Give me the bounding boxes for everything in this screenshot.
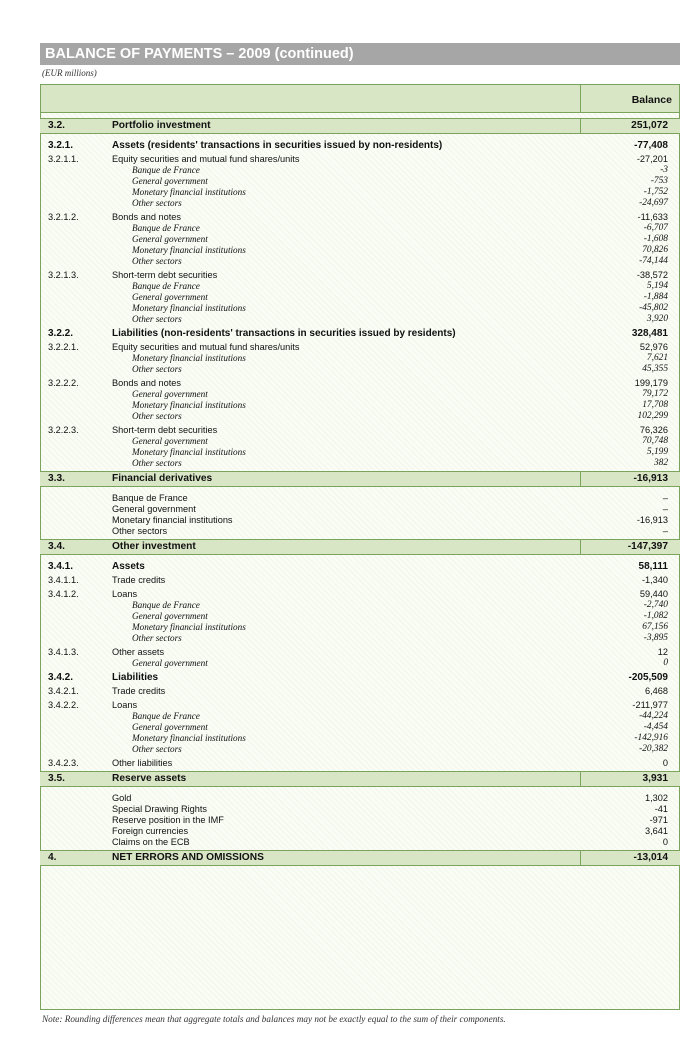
row-value: 251,072 (631, 120, 668, 131)
row-label: Banque de France (132, 600, 200, 610)
table-row (0, 826, 700, 837)
row-value: -147,397 (627, 541, 668, 552)
row-label: Other sectors (132, 411, 182, 421)
row-label: General government (132, 658, 208, 668)
row-value: 7,621 (646, 353, 668, 363)
row-label: Trade credits (112, 686, 166, 696)
row-code: 3.4.1.1. (48, 575, 79, 585)
table-row (0, 400, 700, 411)
row-label: Other sectors (132, 633, 182, 643)
row-value: – (662, 504, 668, 514)
row-label: Bonds and notes (112, 212, 181, 222)
table-row (0, 611, 700, 622)
row-label: Banque de France (112, 493, 188, 503)
row-label: Monetary financial institutions (132, 187, 246, 197)
row-value: -77,408 (634, 140, 668, 151)
row-label: Gold (112, 793, 132, 803)
row-value: -1,752 (643, 187, 668, 197)
row-label: Reserve position in the IMF (112, 815, 224, 825)
row-label: General government (132, 176, 208, 186)
row-label: Short-term debt securities (112, 270, 218, 280)
row-value: -2,740 (643, 600, 668, 610)
row-value: -24,697 (639, 198, 668, 208)
row-code: 3.4.1. (48, 561, 74, 572)
row-label: Other sectors (132, 458, 182, 468)
row-label: General government (132, 389, 208, 399)
row-value: -3,895 (643, 633, 668, 643)
row-label: Other sectors (132, 198, 182, 208)
table-row (0, 256, 700, 267)
row-label: Assets (residents' transactions in securities issued by non-residents) (112, 140, 443, 151)
row-code: 3.4.2.1. (48, 686, 79, 696)
table-row (0, 425, 700, 436)
row-code: 3.2.1.2. (48, 212, 79, 222)
row-label: General government (132, 292, 208, 302)
row-label: Banque de France (132, 711, 200, 721)
row-label: Monetary financial institutions (132, 353, 246, 363)
row-code: 3.2.2. (48, 328, 74, 339)
row-value: 52,976 (639, 342, 668, 352)
row-label: Loans (112, 589, 138, 599)
row-label: Banque de France (132, 281, 200, 291)
row-code: 3.4.1.3. (48, 647, 79, 657)
row-value: – (662, 526, 668, 536)
row-value: -1,608 (643, 234, 668, 244)
row-value: – (662, 493, 668, 503)
row-value: -1,340 (641, 575, 668, 585)
table-row (0, 270, 700, 281)
row-value: -16,913 (636, 515, 668, 525)
row-label: Portfolio investment (112, 120, 211, 131)
row-label: Assets (112, 561, 145, 572)
table-row (0, 378, 700, 389)
row-value: -1,884 (643, 292, 668, 302)
row-code: 3.2.2.2. (48, 378, 79, 388)
table-row (0, 436, 700, 447)
table-row (0, 722, 700, 733)
table-row (0, 504, 700, 515)
row-value: 3,641 (645, 826, 668, 836)
row-value: 199,179 (634, 378, 668, 388)
table-row (0, 589, 700, 600)
table-row (0, 647, 700, 658)
row-label: Special Drawing Rights (112, 804, 207, 814)
row-code: 3.5. (48, 773, 65, 784)
table-row (0, 364, 700, 375)
table-row (0, 837, 700, 848)
row-label: Monetary financial institutions (112, 515, 233, 525)
row-label: Bonds and notes (112, 378, 181, 388)
row-value: -3 (660, 165, 668, 175)
row-label: Claims on the ECB (112, 837, 190, 847)
table-row (0, 561, 700, 572)
row-label: Other sectors (132, 314, 182, 324)
row-label: Banque de France (132, 165, 200, 175)
row-value: 102,299 (637, 411, 668, 421)
table-row (0, 733, 700, 744)
row-code: 3.2.1. (48, 140, 74, 151)
row-label: General government (132, 234, 208, 244)
row-label: NET ERRORS AND OMISSIONS (112, 852, 264, 863)
row-value: 79,172 (642, 389, 668, 399)
table-row (0, 600, 700, 611)
row-value: 0 (663, 658, 668, 668)
row-value: -74,144 (639, 256, 668, 266)
row-label: Other sectors (132, 256, 182, 266)
table-row (0, 672, 700, 683)
row-label: Other sectors (132, 364, 182, 374)
row-value: -4,454 (643, 722, 668, 732)
table-row (0, 223, 700, 234)
row-label: Foreign currencies (112, 826, 189, 836)
row-value: -38,572 (636, 270, 668, 280)
row-value: 76,326 (639, 425, 668, 435)
row-label: Liabilities (non-residents' transactions in securities issued by residents) (112, 328, 456, 339)
table-row (0, 526, 700, 537)
table-row (0, 212, 700, 223)
row-value: -27,201 (636, 154, 668, 164)
row-label: Other assets (112, 647, 165, 657)
row-label: Other sectors (132, 744, 182, 754)
table-row (0, 292, 700, 303)
table-row (0, 515, 700, 526)
row-label: Liabilities (112, 672, 159, 683)
row-value: -20,382 (639, 744, 668, 754)
row-label: General government (132, 722, 208, 732)
row-value: -6,707 (643, 223, 668, 233)
row-code: 3.2.2.1. (48, 342, 79, 352)
table-row (0, 622, 700, 633)
row-label: Short-term debt securities (112, 425, 218, 435)
table-row (0, 187, 700, 198)
row-label: Monetary financial institutions (132, 245, 246, 255)
row-code: 3.2.1.3. (48, 270, 79, 280)
section-row (0, 850, 700, 866)
table-row (0, 328, 700, 339)
row-value: 5,199 (646, 447, 668, 457)
table-row (0, 140, 700, 151)
row-value: -1,082 (643, 611, 668, 621)
table-row (0, 245, 700, 256)
table-row (0, 165, 700, 176)
row-label: Monetary financial institutions (132, 622, 246, 632)
table-row (0, 198, 700, 209)
table-row (0, 154, 700, 165)
row-value: 59,440 (639, 589, 668, 599)
row-value: 58,111 (638, 561, 668, 572)
row-code: 3.2.1.1. (48, 154, 79, 164)
document-title: BALANCE OF PAYMENTS – 2009 (continued) (40, 43, 680, 65)
row-label: Monetary financial institutions (132, 400, 246, 410)
table-row (0, 658, 700, 669)
units-label: (EUR millions) (42, 68, 97, 78)
row-value: -205,509 (628, 672, 668, 683)
section-row (0, 539, 700, 555)
row-value: 12 (657, 647, 668, 657)
table-row (0, 234, 700, 245)
row-label: Reserve assets (112, 773, 187, 784)
table-row (0, 804, 700, 815)
row-value: 1,302 (645, 793, 668, 803)
table-row (0, 758, 700, 769)
row-value: 0 (662, 837, 668, 847)
row-value: -16,913 (633, 473, 668, 484)
table-row (0, 493, 700, 504)
footnote: Note: Rounding differences mean that aggregate totals and balances may not be exactly equal to the sum of their components. (42, 1014, 506, 1024)
table-row (0, 281, 700, 292)
table-row (0, 744, 700, 755)
row-value: 5,194 (646, 281, 668, 291)
row-label: Equity securities and mutual fund shares/units (112, 154, 300, 164)
table-row (0, 411, 700, 422)
row-value: 6,468 (645, 686, 668, 696)
row-label: Equity securities and mutual fund shares/units (112, 342, 300, 352)
row-value: -45,802 (639, 303, 668, 313)
table-row (0, 686, 700, 697)
row-label: General government (112, 504, 196, 514)
row-value: 70,826 (642, 245, 668, 255)
row-value: 0 (662, 758, 668, 768)
row-value: -13,014 (633, 852, 668, 863)
table-row (0, 176, 700, 187)
section-row (0, 771, 700, 787)
row-label: Monetary financial institutions (132, 733, 246, 743)
table-row (0, 815, 700, 826)
table-row (0, 389, 700, 400)
row-code: 3.4.2. (48, 672, 74, 683)
row-code: 3.4.2.3. (48, 758, 79, 768)
row-code: 3.2. (48, 120, 65, 131)
table-row (0, 447, 700, 458)
table-row (0, 342, 700, 353)
table-row (0, 314, 700, 325)
row-code: 3.4. (48, 541, 65, 552)
row-value: 328,481 (631, 328, 668, 339)
row-label: Other investment (112, 541, 196, 552)
row-value: 3,931 (642, 773, 668, 784)
table-row (0, 303, 700, 314)
balance-column-header: Balance (631, 94, 672, 106)
row-code: 3.2.2.3. (48, 425, 79, 435)
table-row (0, 458, 700, 469)
table-row (0, 711, 700, 722)
section-row (0, 118, 700, 134)
row-value: 70,748 (642, 436, 668, 446)
row-code: 3.4.1.2. (48, 589, 79, 599)
row-label: Banque de France (132, 223, 200, 233)
section-row (0, 471, 700, 487)
row-value: 382 (653, 458, 668, 468)
row-value: -753 (650, 176, 668, 186)
row-label: Financial derivatives (112, 473, 213, 484)
table-row (0, 633, 700, 644)
row-value: -971 (649, 815, 668, 825)
row-code: 3.3. (48, 473, 65, 484)
row-label: Trade credits (112, 575, 166, 585)
row-value: -142,916 (634, 733, 668, 743)
row-value: 17,708 (642, 400, 668, 410)
row-value: -44,224 (639, 711, 668, 721)
row-value: -41 (654, 804, 668, 814)
row-code: 3.4.2.2. (48, 700, 79, 710)
row-value: 67,156 (642, 622, 668, 632)
row-value: 3,920 (646, 314, 668, 324)
table-row (0, 575, 700, 586)
row-label: Other liabilities (112, 758, 173, 768)
row-label: Other sectors (112, 526, 168, 536)
row-label: Monetary financial institutions (132, 303, 246, 313)
row-value: -211,977 (632, 700, 668, 710)
row-label: General government (132, 436, 208, 446)
row-code: 4. (48, 852, 57, 863)
row-label: General government (132, 611, 208, 621)
table-row (0, 353, 700, 364)
row-label: Loans (112, 700, 138, 710)
table-row (0, 700, 700, 711)
table-row (0, 793, 700, 804)
row-value: 45,355 (642, 364, 668, 374)
row-value: -11,633 (637, 212, 668, 222)
row-label: Monetary financial institutions (132, 447, 246, 457)
